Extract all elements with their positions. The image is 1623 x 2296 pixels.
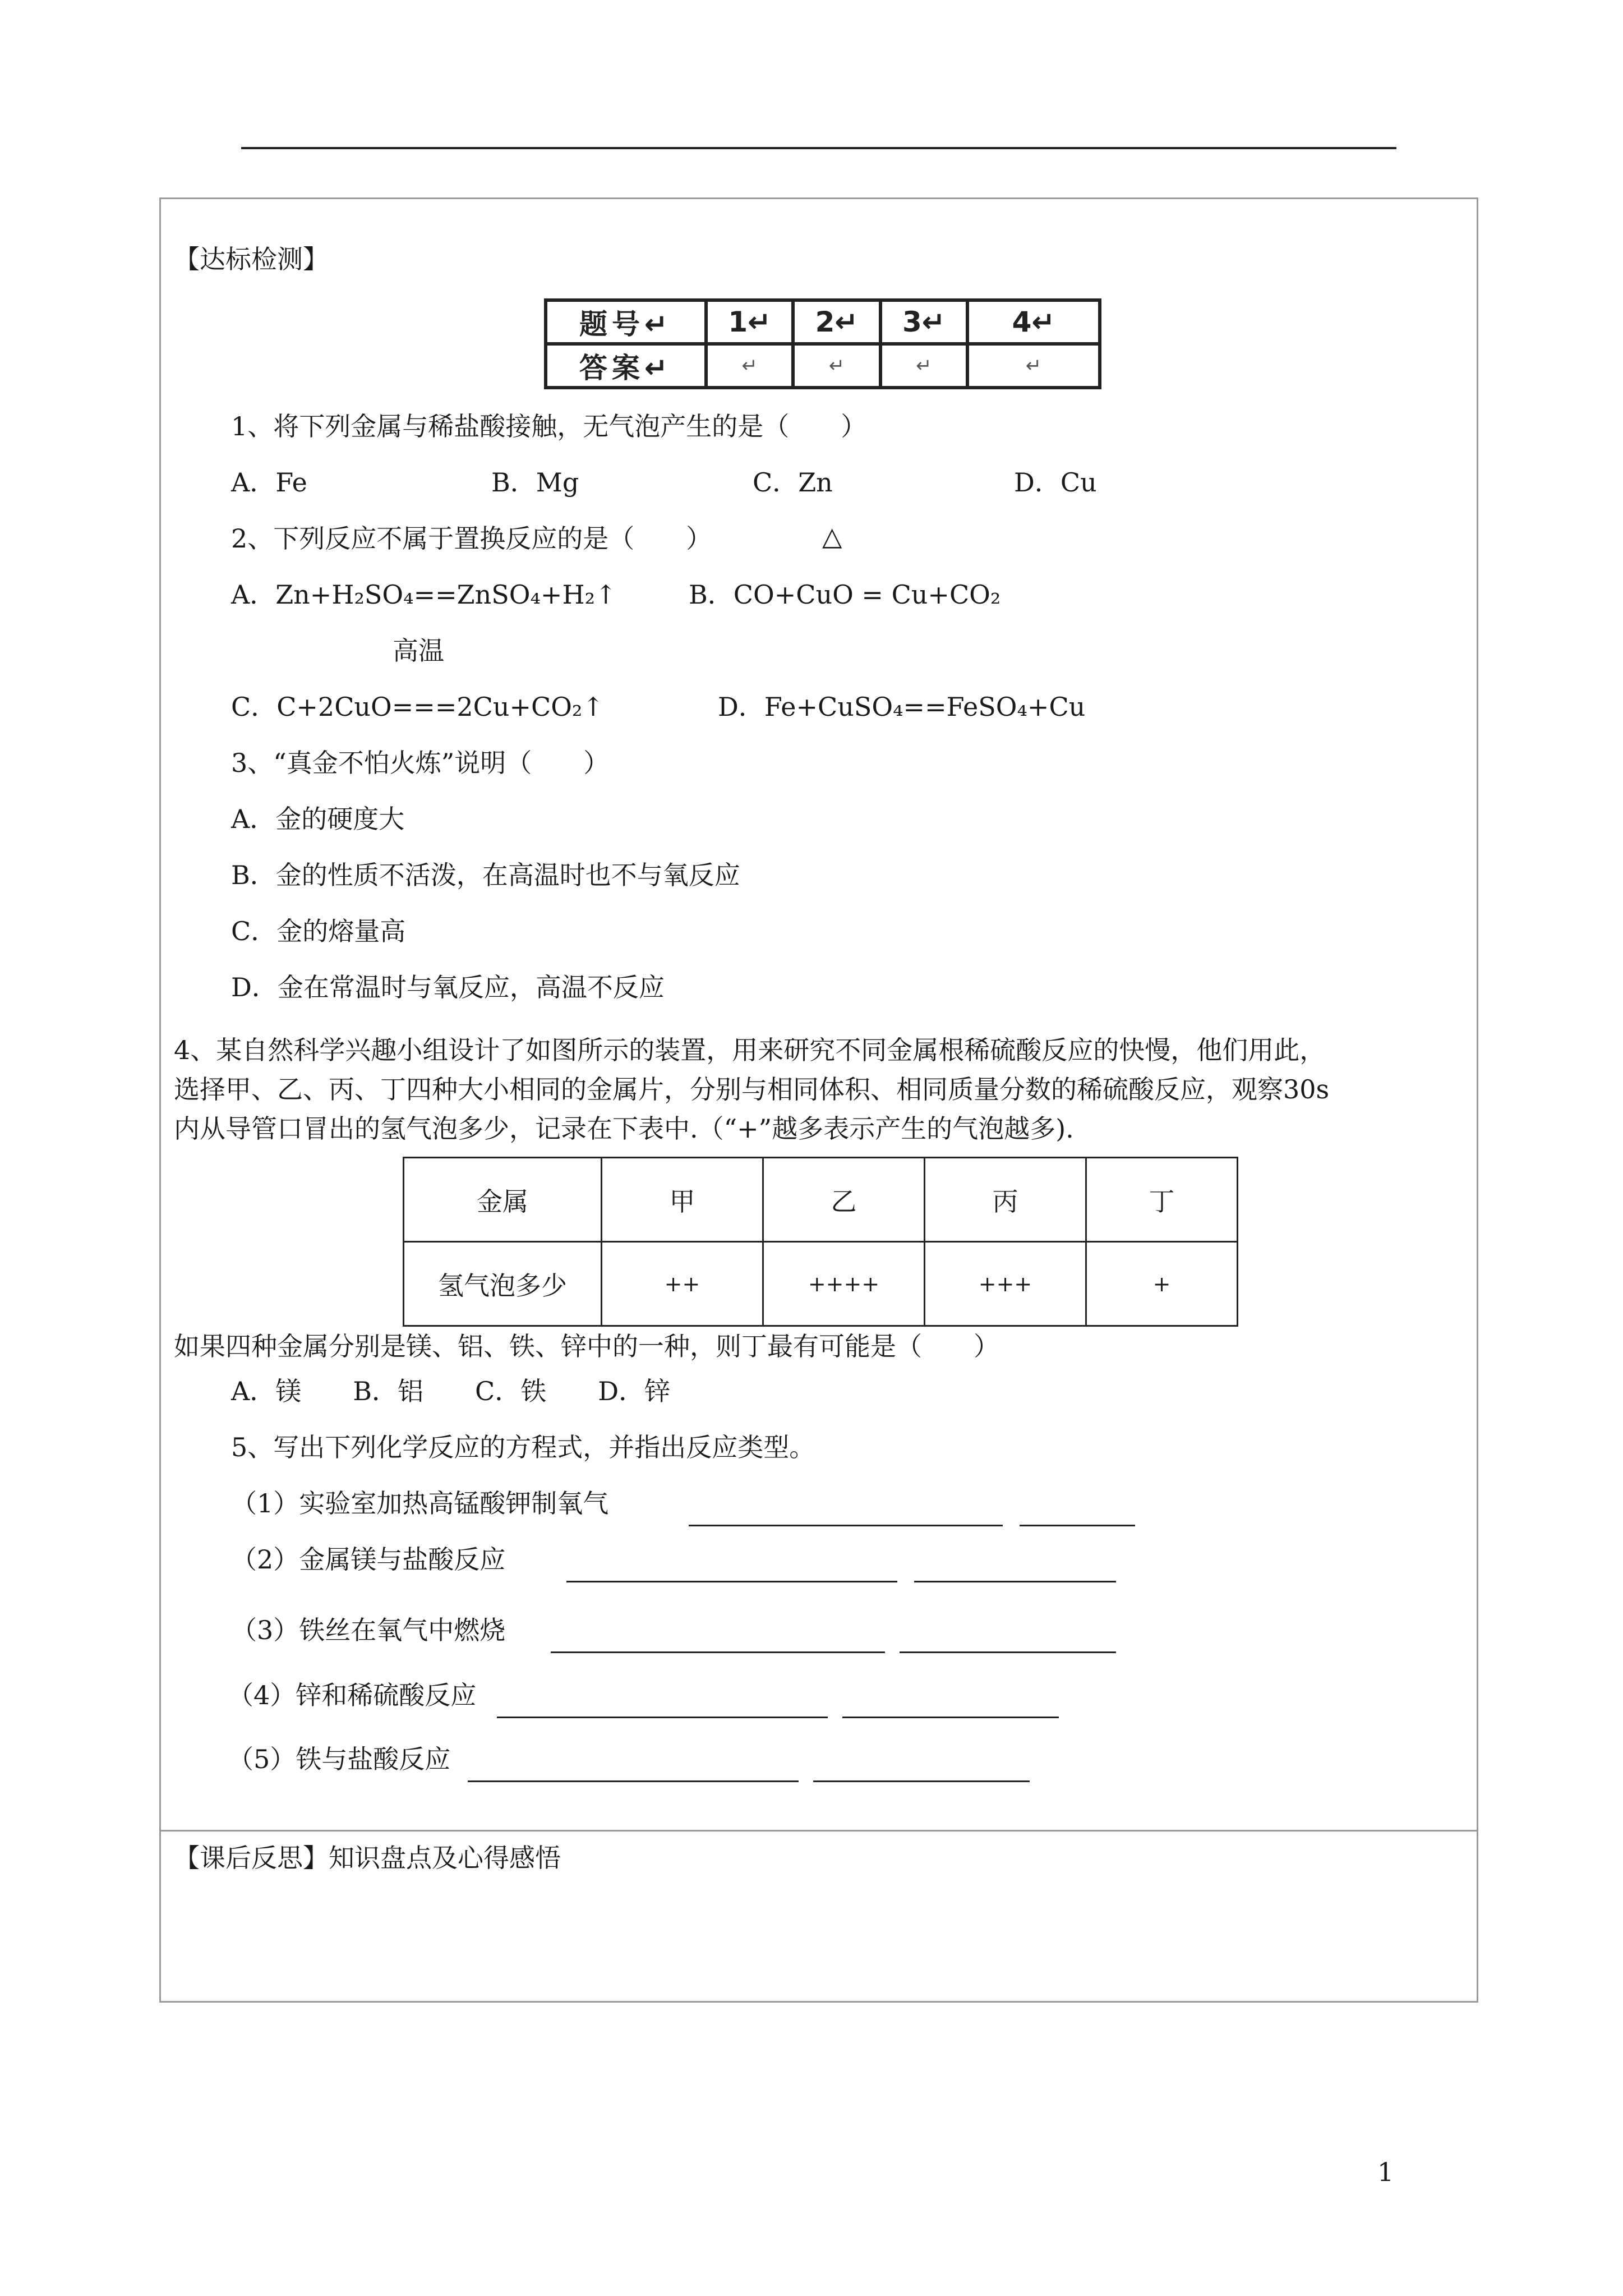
q5-item-3: （3）铁丝在氧气中燃烧	[231, 1615, 506, 1645]
reflection-title	[174, 1841, 561, 1875]
q4-line-1: 4、某自然科学兴趣小组设计了如图所示的装置，用来研究不同金属根稀硫酸反应的快慢，他们用此，	[174, 1035, 1326, 1065]
q5-item-4: （4）锌和稀硫酸反应	[228, 1680, 477, 1710]
answer-blank-type[interactable]	[914, 1558, 1116, 1582]
page-number: 1	[1377, 2157, 1394, 2187]
table-header-cell: 丙	[925, 1158, 1086, 1242]
header-rule	[241, 147, 1396, 149]
q1-option-a: A．Fe	[231, 467, 307, 498]
q3-stem: 3、“真金不怕火炼”说明（ ）	[231, 748, 610, 778]
q1-stem: 1、将下列金属与稀盐酸接触，无气泡产生的是（ ）	[231, 411, 867, 441]
table-header-cell: 乙	[763, 1158, 925, 1242]
q2-option-b: B．CO+CuO = Cu+CO₂	[689, 579, 1001, 610]
q3-option-c: C．金的熔量高	[231, 916, 406, 946]
q3-option-a: A．金的硬度大	[231, 804, 405, 834]
grid-answer-cell[interactable]: ↵	[793, 344, 880, 388]
table-header-cell: 甲	[602, 1158, 763, 1242]
q4-question: 如果四种金属分别是镁、铝、铁、锌中的一种，则丁最有可能是（ ）	[174, 1331, 999, 1361]
answer-blank-equation[interactable]	[551, 1629, 885, 1653]
q3-option-b: B．金的性质不活泼，在高温时也不与氧反应	[231, 860, 740, 890]
answer-blank-equation[interactable]	[689, 1502, 1003, 1526]
q1-option-b: B．Mg	[491, 467, 579, 498]
table-cell: +	[1086, 1242, 1238, 1326]
table-header-cell: 金属	[404, 1158, 602, 1242]
q2-stem: 2、下列反应不属于置换反应的是（ ）	[231, 523, 712, 554]
answer-blank-type[interactable]	[813, 1758, 1030, 1782]
answer-grid	[544, 298, 1101, 389]
table-header-cell: 丁	[1086, 1158, 1238, 1242]
triangle-symbol: △	[822, 521, 842, 551]
q5-stem: 5、写出下列化学反应的方程式，并指出反应类型。	[231, 1432, 815, 1462]
reflection-heading: 【课后反思】	[174, 1843, 329, 1873]
answer-blank-type[interactable]	[842, 1694, 1059, 1718]
table-row-label: 氢气泡多少	[404, 1242, 602, 1326]
table-cell: +++	[925, 1242, 1086, 1326]
q4-line-2: 选择甲、乙、丙、丁四种大小相同的金属片，分别与相同体积、相同质量分数的稀硫酸反应，观察30s	[174, 1074, 1330, 1105]
grid-answer-cell[interactable]: ↵	[880, 344, 967, 388]
table-cell: ++	[602, 1242, 763, 1326]
q5-item-1: （1）实验室加热高锰酸钾制氧气	[231, 1488, 609, 1519]
answer-blank-equation[interactable]	[566, 1558, 897, 1582]
gaowen-label: 高温	[393, 636, 444, 666]
q1-option-d: D．Cu	[1014, 467, 1097, 498]
q2-option-a: A．Zn+H₂SO₄==ZnSO₄+H₂↑	[231, 579, 617, 610]
q4-options: A．镁 B．铝 C．铁 D．锌	[231, 1376, 671, 1406]
q1-option-c: C．Zn	[753, 467, 833, 498]
metals-table	[403, 1157, 1238, 1327]
q2-option-d: D．Fe+CuSO₄==FeSO₄+Cu	[718, 692, 1086, 722]
grid-header-cell: 4↵	[967, 300, 1100, 344]
grid-answer-cell[interactable]: ↵	[706, 344, 793, 388]
q5-item-2: （2）金属镁与盐酸反应	[231, 1544, 506, 1575]
section-divider	[159, 1830, 1478, 1832]
reflection-text: 知识盘点及心得感悟	[329, 1843, 561, 1873]
q3-option-d: D．金在常温时与氧反应，高温不反应	[231, 972, 665, 1002]
grid-answer-cell[interactable]: ↵	[967, 344, 1100, 388]
q2-option-c: C．C+2CuO===2Cu+CO₂↑	[231, 692, 604, 722]
table-cell: ++++	[763, 1242, 925, 1326]
q5-item-5: （5）铁与盐酸反应	[228, 1744, 451, 1774]
grid-header-cell: 题号↵	[546, 300, 706, 344]
grid-header-cell: 3↵	[880, 300, 967, 344]
section-title: 【达标检测】	[174, 244, 329, 274]
grid-answer-label: 答案↵	[546, 344, 706, 388]
answer-blank-equation[interactable]	[497, 1694, 828, 1718]
q4-line-3: 内从导管口冒出的氢气泡多少，记录在下表中.（“+”越多表示产生的气泡越多).	[174, 1114, 1074, 1144]
grid-header-cell: 1↵	[706, 300, 793, 344]
answer-blank-type[interactable]	[1020, 1502, 1135, 1526]
grid-header-cell: 2↵	[793, 300, 880, 344]
answer-blank-type[interactable]	[900, 1629, 1116, 1653]
answer-blank-equation[interactable]	[468, 1758, 799, 1782]
